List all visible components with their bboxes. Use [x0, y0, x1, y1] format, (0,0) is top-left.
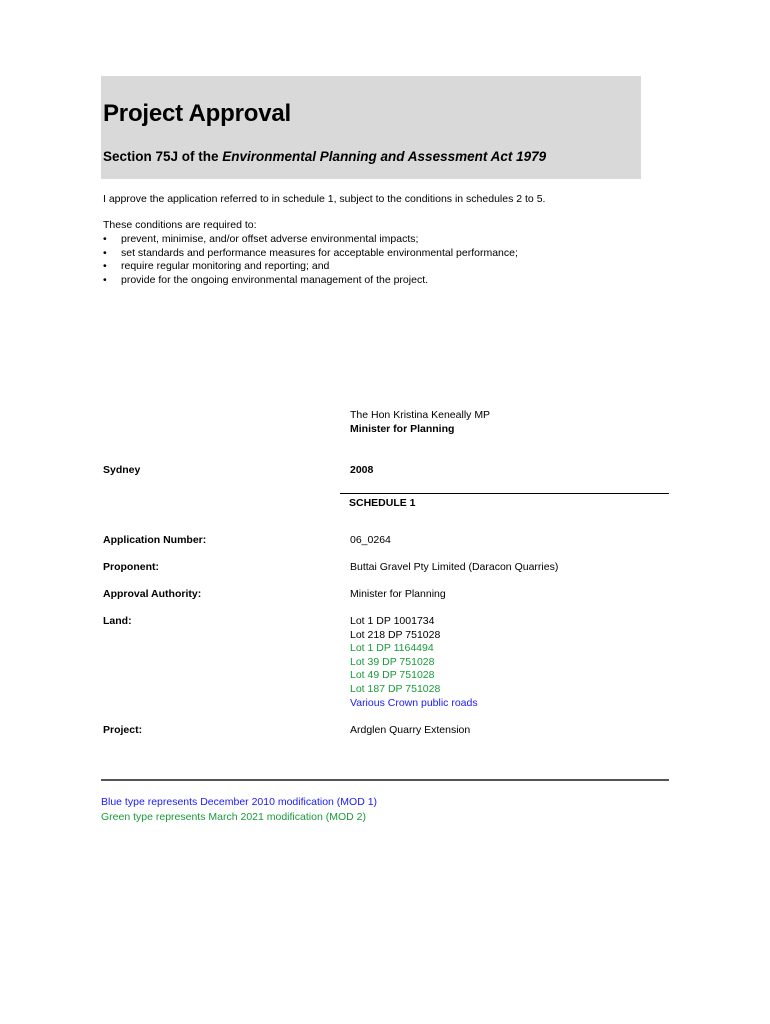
list-item: • set standards and performance measures for acceptable environmental performance; — [103, 247, 518, 261]
land-item: Lot 187 DP 751028 — [350, 682, 441, 695]
land-label: Land: — [103, 615, 132, 627]
land-item: Lot 39 DP 751028 — [350, 655, 435, 668]
schedule-divider — [340, 493, 669, 494]
land-item: Lot 49 DP 751028 — [350, 669, 435, 682]
signing-place: Sydney — [103, 464, 141, 476]
list-item: • prevent, minimise, and/or offset adverse environmental impacts; — [103, 233, 518, 247]
legend-mod2: Green type represents March 2021 modification (MOD 2) — [101, 811, 366, 823]
land-item: Lot 218 DP 751028 — [350, 628, 441, 641]
footer-divider — [101, 779, 669, 781]
project-label: Project: — [103, 724, 143, 736]
project-value: Ardglen Quarry Extension — [350, 724, 471, 736]
land-item: Various Crown public roads — [350, 696, 478, 709]
approval-authority-value: Minister for Planning — [350, 588, 446, 600]
signer-role: Minister for Planning — [350, 423, 455, 435]
application-number-label: Application Number: — [103, 534, 207, 546]
conditions-list — [103, 233, 518, 287]
signer-name: The Hon Kristina Keneally MP — [350, 409, 491, 421]
proponent-label: Proponent: — [103, 561, 159, 573]
legend-mod1: Blue type represents December 2010 modification (MOD 1) — [101, 796, 378, 808]
approval-authority-label: Approval Authority: — [103, 588, 202, 600]
list-item: • provide for the ongoing environmental management of the project. — [103, 274, 518, 288]
conditions-heading: These conditions are required to: — [103, 219, 257, 231]
land-item: Lot 1 DP 1001734 — [350, 615, 435, 627]
land-list — [350, 615, 478, 710]
signing-year: 2008 — [350, 464, 374, 476]
list-item: • require regular monitoring and reporting; and — [103, 260, 518, 274]
application-number-value: 06_0264 — [350, 534, 391, 546]
land-item: Lot 1 DP 1164494 — [350, 642, 434, 655]
schedule-heading: SCHEDULE 1 — [349, 497, 416, 509]
approval-statement: I approve the application referred to in schedule 1, subject to the conditions in schedules 2 to 5. — [103, 193, 546, 205]
document-title: Project Approval — [103, 100, 291, 127]
proponent-value: Buttai Gravel Pty Limited (Daracon Quarries) — [350, 561, 559, 573]
document-subtitle — [103, 149, 546, 164]
subtitle-prefix: Section 75J of the — [103, 149, 223, 164]
subtitle-act: Environmental Planning and Assessment Act 1979 — [222, 149, 547, 164]
